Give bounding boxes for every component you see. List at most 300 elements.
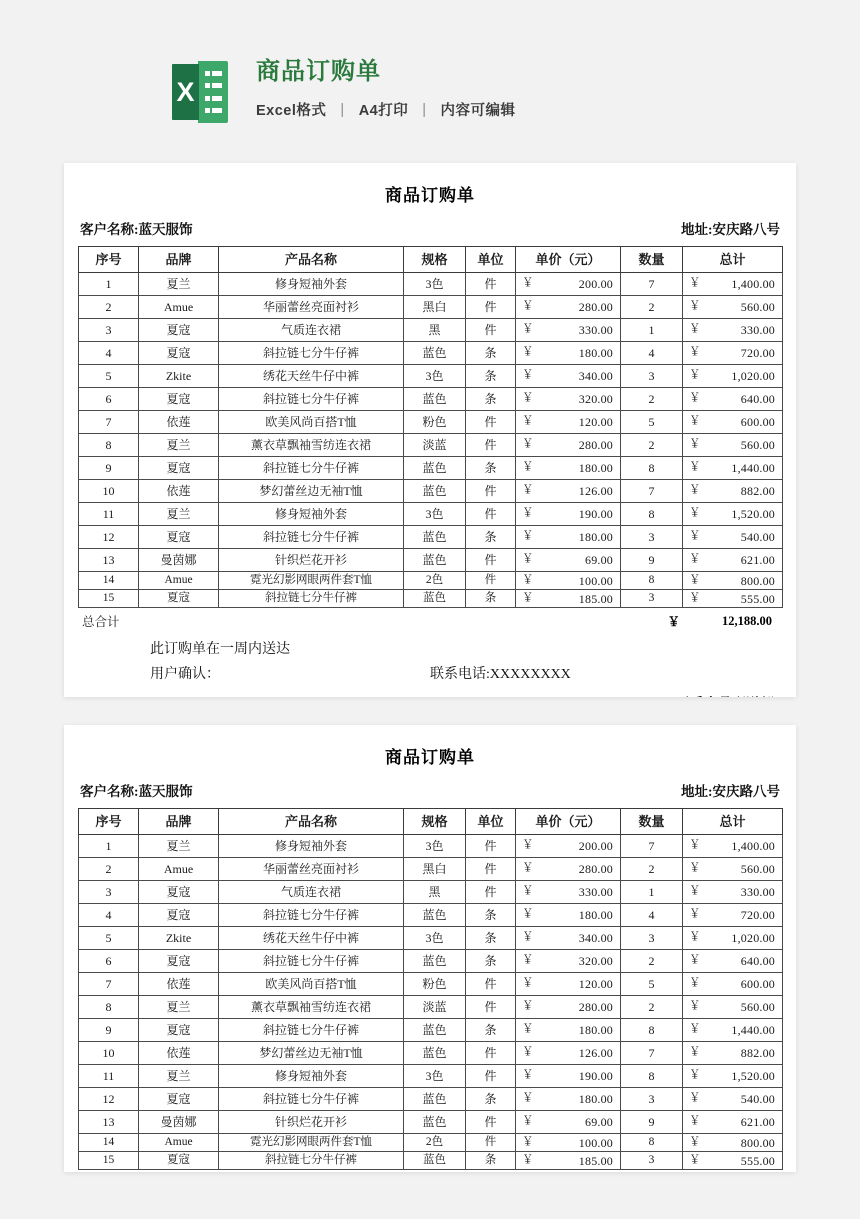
cell-unit: 件 xyxy=(466,273,516,296)
table-row xyxy=(79,296,783,319)
cell-total-amount: 640.00 xyxy=(740,954,775,968)
currency-symbol: ￥ xyxy=(689,392,701,405)
cell-unit-price-amount: 340.00 xyxy=(578,931,613,945)
table-header-row xyxy=(79,247,783,273)
banner-title: 商品订购单 xyxy=(256,58,381,85)
cell-total-amount: 560.00 xyxy=(740,438,775,452)
cell-brand: 夏兰 xyxy=(139,273,219,296)
cell-total-amount: 1,400.00 xyxy=(731,277,775,291)
cell-total-amount: 800.00 xyxy=(740,573,775,588)
cell-total-amount: 600.00 xyxy=(740,415,775,429)
cell-index: 11 xyxy=(79,503,139,526)
currency-symbol: ￥ xyxy=(689,461,701,474)
cell-brand: 夏寇 xyxy=(139,342,219,365)
address-label: 地址:安庆路八号 xyxy=(681,784,780,799)
banner-separator-2: | xyxy=(422,101,427,118)
table-row xyxy=(79,996,783,1019)
cell-brand: 夏寇 xyxy=(139,457,219,480)
cell-total-amount: 600.00 xyxy=(740,977,775,991)
cell-total-amount: 882.00 xyxy=(740,1046,775,1060)
cell-index: 15 xyxy=(79,590,139,608)
table-row xyxy=(79,526,783,549)
cell-spec: 蓝色 xyxy=(404,388,466,411)
grand-total-currency: ￥ xyxy=(667,615,680,629)
cell-brand: Zkite xyxy=(139,927,219,950)
banner-text-block xyxy=(256,57,516,120)
order-table xyxy=(78,808,783,1170)
sheet-body-2 xyxy=(64,725,796,1170)
cell-brand: Amue xyxy=(139,572,219,590)
table-row xyxy=(79,319,783,342)
cell-quantity: 2 xyxy=(621,996,683,1019)
cell-unit: 件 xyxy=(466,572,516,590)
table-row xyxy=(79,1042,783,1065)
col-header-total: 总计 xyxy=(683,809,783,835)
table-row xyxy=(79,904,783,927)
cell-unit-price-amount: 280.00 xyxy=(578,1000,613,1014)
cell-total-amount: 720.00 xyxy=(740,346,775,360)
cell-total-amount: 540.00 xyxy=(740,530,775,544)
cell-index: 12 xyxy=(79,1088,139,1111)
currency-symbol: ￥ xyxy=(522,484,534,497)
cell-brand: 依莲 xyxy=(139,1042,219,1065)
customer-name-label: 客户名称:蓝天服饰 xyxy=(80,784,193,799)
cell-total xyxy=(683,1111,783,1134)
cell-brand: 夏寇 xyxy=(139,590,219,608)
currency-symbol: ￥ xyxy=(689,885,701,898)
cell-unit-price xyxy=(516,319,621,342)
table-row xyxy=(79,273,783,296)
cell-total xyxy=(683,904,783,927)
cell-unit-price-amount: 185.00 xyxy=(578,591,613,606)
cell-total xyxy=(683,388,783,411)
cell-total xyxy=(683,319,783,342)
cell-total-amount: 621.00 xyxy=(740,553,775,567)
sheet-notes xyxy=(78,637,782,687)
currency-symbol: ￥ xyxy=(689,977,701,990)
currency-symbol: ￥ xyxy=(689,300,701,313)
cell-unit: 件 xyxy=(466,858,516,881)
col-header-product: 产品名称 xyxy=(219,809,404,835)
cell-spec: 蓝色 xyxy=(404,1152,466,1170)
cell-spec: 蓝色 xyxy=(404,1111,466,1134)
cell-total xyxy=(683,973,783,996)
cell-index: 3 xyxy=(79,319,139,342)
cell-unit: 条 xyxy=(466,950,516,973)
cell-unit-price xyxy=(516,480,621,503)
cell-unit-price xyxy=(516,1042,621,1065)
currency-symbol: ￥ xyxy=(689,369,701,382)
cell-index: 11 xyxy=(79,1065,139,1088)
currency-symbol: ￥ xyxy=(689,438,701,451)
cell-brand: Amue xyxy=(139,296,219,319)
cell-unit-price-amount: 120.00 xyxy=(578,415,613,429)
cell-unit-price-amount: 69.00 xyxy=(585,553,613,567)
cell-index: 9 xyxy=(79,457,139,480)
cell-total-amount: 1,520.00 xyxy=(731,507,775,521)
cell-unit: 条 xyxy=(466,1152,516,1170)
cell-brand: 夏兰 xyxy=(139,996,219,1019)
cell-unit-price xyxy=(516,973,621,996)
currency-symbol: ￥ xyxy=(522,1153,534,1166)
cell-unit-price xyxy=(516,1152,621,1170)
col-header-spec: 规格 xyxy=(404,247,466,273)
cell-product-name: 斜拉链七分牛仔裤 xyxy=(219,526,404,549)
col-header-total: 总计 xyxy=(683,247,783,273)
cell-spec: 3色 xyxy=(404,365,466,388)
cell-index: 8 xyxy=(79,434,139,457)
cell-product-name: 霓光幻影网眼两件套T恤 xyxy=(219,572,404,590)
cell-spec: 蓝色 xyxy=(404,526,466,549)
cell-index: 8 xyxy=(79,996,139,1019)
cell-brand: Zkite xyxy=(139,365,219,388)
cell-brand: 夏兰 xyxy=(139,835,219,858)
currency-symbol: ￥ xyxy=(522,885,534,898)
cell-unit-price-amount: 320.00 xyxy=(578,954,613,968)
grand-total-row xyxy=(78,611,782,631)
currency-symbol: ￥ xyxy=(522,1092,534,1105)
cell-index: 3 xyxy=(79,881,139,904)
cell-spec: 黑 xyxy=(404,319,466,342)
cell-product-name: 斜拉链七分牛仔裤 xyxy=(219,342,404,365)
cell-total-amount: 555.00 xyxy=(740,591,775,606)
cell-spec: 3色 xyxy=(404,927,466,950)
table-row xyxy=(79,1111,783,1134)
table-row xyxy=(79,342,783,365)
cell-spec: 蓝色 xyxy=(404,590,466,608)
cell-unit-price xyxy=(516,503,621,526)
cell-total xyxy=(683,858,783,881)
table-row xyxy=(79,457,783,480)
cell-product-name: 梦幻蕾丝边无袖T恤 xyxy=(219,480,404,503)
cell-total-amount: 720.00 xyxy=(740,908,775,922)
currency-symbol: ￥ xyxy=(689,553,701,566)
cell-unit-price xyxy=(516,342,621,365)
currency-symbol: ￥ xyxy=(689,1046,701,1059)
cell-unit-price-amount: 200.00 xyxy=(578,277,613,291)
cell-unit: 件 xyxy=(466,1111,516,1134)
excel-logo-grid xyxy=(205,71,222,113)
cell-product-name: 修身短袖外套 xyxy=(219,273,404,296)
col-header-price: 单价（元） xyxy=(516,809,621,835)
cell-spec: 粉色 xyxy=(404,973,466,996)
cell-index: 10 xyxy=(79,1042,139,1065)
cell-total xyxy=(683,572,783,590)
table-row xyxy=(79,950,783,973)
currency-symbol: ￥ xyxy=(689,530,701,543)
cell-quantity: 4 xyxy=(621,904,683,927)
cell-brand: 夏寇 xyxy=(139,950,219,973)
table-row xyxy=(79,480,783,503)
cell-unit-price-amount: 180.00 xyxy=(578,530,613,544)
cell-total xyxy=(683,1065,783,1088)
cell-total-amount: 540.00 xyxy=(740,1092,775,1106)
cell-unit-price-amount: 200.00 xyxy=(578,839,613,853)
cell-total xyxy=(683,1019,783,1042)
cell-product-name: 斜拉链七分牛仔裤 xyxy=(219,1019,404,1042)
currency-symbol: ￥ xyxy=(522,1000,534,1013)
currency-symbol: ￥ xyxy=(522,908,534,921)
cell-quantity: 8 xyxy=(621,572,683,590)
order-table-body xyxy=(79,835,783,1170)
table-row xyxy=(79,927,783,950)
cell-unit-price xyxy=(516,273,621,296)
cell-quantity: 3 xyxy=(621,590,683,608)
cell-brand: 夏兰 xyxy=(139,503,219,526)
table-row xyxy=(79,1019,783,1042)
cell-spec: 蓝色 xyxy=(404,549,466,572)
cell-index: 7 xyxy=(79,411,139,434)
cell-product-name: 气质连衣裙 xyxy=(219,319,404,342)
cell-index: 12 xyxy=(79,526,139,549)
currency-symbol: ￥ xyxy=(689,1000,701,1013)
cell-unit-price xyxy=(516,572,621,590)
cell-total xyxy=(683,296,783,319)
table-row xyxy=(79,590,783,608)
cell-spec: 蓝色 xyxy=(404,457,466,480)
cell-unit-price-amount: 280.00 xyxy=(578,300,613,314)
cell-unit: 条 xyxy=(466,457,516,480)
currency-symbol: ￥ xyxy=(522,277,534,290)
cell-unit: 条 xyxy=(466,365,516,388)
excel-logo-letter: X xyxy=(176,76,195,107)
table-row xyxy=(79,388,783,411)
table-row xyxy=(79,1134,783,1152)
page-title: 商品订购单 xyxy=(385,748,475,767)
cell-unit: 件 xyxy=(466,434,516,457)
cell-quantity: 8 xyxy=(621,457,683,480)
cell-product-name: 斜拉链七分牛仔裤 xyxy=(219,1152,404,1170)
col-header-index: 序号 xyxy=(79,247,139,273)
table-row xyxy=(79,881,783,904)
cell-brand: 依莲 xyxy=(139,480,219,503)
currency-symbol: ￥ xyxy=(689,862,701,875)
cell-brand: 夏兰 xyxy=(139,1065,219,1088)
order-table-body xyxy=(79,273,783,608)
cell-unit-price xyxy=(516,434,621,457)
grand-total-label: 总合计 xyxy=(82,615,120,629)
currency-symbol: ￥ xyxy=(522,346,534,359)
cell-index: 4 xyxy=(79,904,139,927)
cell-brand: 夏寇 xyxy=(139,388,219,411)
table-row xyxy=(79,549,783,572)
currency-symbol: ￥ xyxy=(689,591,701,604)
cell-unit: 条 xyxy=(466,927,516,950)
page-title: 商品订购单 xyxy=(385,186,475,205)
cell-spec: 蓝色 xyxy=(404,342,466,365)
cell-quantity: 2 xyxy=(621,434,683,457)
cell-total xyxy=(683,434,783,457)
currency-symbol: ￥ xyxy=(689,323,701,336)
cell-total xyxy=(683,342,783,365)
cell-unit-price xyxy=(516,457,621,480)
cell-total-amount: 560.00 xyxy=(740,862,775,876)
cell-unit-price-amount: 180.00 xyxy=(578,1023,613,1037)
cell-unit-price-amount: 340.00 xyxy=(578,369,613,383)
table-row xyxy=(79,572,783,590)
currency-symbol: ￥ xyxy=(522,507,534,520)
cell-brand: 依莲 xyxy=(139,973,219,996)
cell-index: 5 xyxy=(79,927,139,950)
cell-spec: 黑白 xyxy=(404,858,466,881)
currency-symbol: ￥ xyxy=(689,839,701,852)
cell-total-amount: 330.00 xyxy=(740,885,775,899)
cell-unit-price xyxy=(516,904,621,927)
cell-quantity: 2 xyxy=(621,296,683,319)
cell-total xyxy=(683,881,783,904)
currency-symbol: ￥ xyxy=(689,1153,701,1166)
col-header-brand: 品牌 xyxy=(139,809,219,835)
cell-total xyxy=(683,996,783,1019)
currency-symbol: ￥ xyxy=(522,1046,534,1059)
cell-product-name: 斜拉链七分牛仔裤 xyxy=(219,904,404,927)
cell-product-name: 斜拉链七分牛仔裤 xyxy=(219,1088,404,1111)
cell-index: 1 xyxy=(79,835,139,858)
currency-symbol: ￥ xyxy=(689,1069,701,1082)
order-sheet-preview-page-2[interactable] xyxy=(64,725,796,1172)
cell-index: 6 xyxy=(79,950,139,973)
order-sheet-preview-page-1[interactable] xyxy=(64,163,796,697)
cell-unit-price-amount: 69.00 xyxy=(585,1115,613,1129)
cell-spec: 粉色 xyxy=(404,411,466,434)
cell-quantity: 7 xyxy=(621,480,683,503)
currency-symbol: ￥ xyxy=(689,484,701,497)
cell-product-name: 针织烂花开衫 xyxy=(219,549,404,572)
cell-quantity: 1 xyxy=(621,881,683,904)
cell-unit-price-amount: 330.00 xyxy=(578,885,613,899)
cell-spec: 蓝色 xyxy=(404,1019,466,1042)
cell-unit: 件 xyxy=(466,1042,516,1065)
table-row xyxy=(79,434,783,457)
sheet-body-1 xyxy=(64,163,796,697)
cell-spec: 蓝色 xyxy=(404,950,466,973)
currency-symbol: ￥ xyxy=(689,1115,701,1128)
cell-spec: 蓝色 xyxy=(404,1042,466,1065)
col-header-index: 序号 xyxy=(79,809,139,835)
cell-total-amount: 560.00 xyxy=(740,1000,775,1014)
col-header-quantity: 数量 xyxy=(621,247,683,273)
cell-unit-price-amount: 126.00 xyxy=(578,1046,613,1060)
cell-total-amount: 555.00 xyxy=(740,1153,775,1168)
cell-product-name: 薰衣草飘袖雪纺连衣裙 xyxy=(219,996,404,1019)
cell-unit: 件 xyxy=(466,1134,516,1152)
cell-total-amount: 1,440.00 xyxy=(731,461,775,475)
cell-quantity: 2 xyxy=(621,858,683,881)
cell-product-name: 斜拉链七分牛仔裤 xyxy=(219,457,404,480)
cell-unit-price xyxy=(516,365,621,388)
cell-product-name: 绣花天丝牛仔中裤 xyxy=(219,365,404,388)
cell-unit-price-amount: 120.00 xyxy=(578,977,613,991)
cell-unit-price xyxy=(516,996,621,1019)
cell-unit-price xyxy=(516,927,621,950)
currency-symbol: ￥ xyxy=(522,862,534,875)
currency-symbol: ￥ xyxy=(689,1092,701,1105)
cell-unit-price-amount: 180.00 xyxy=(578,908,613,922)
cell-total xyxy=(683,411,783,434)
cell-total xyxy=(683,457,783,480)
customer-name-label: 客户名称:蓝天服饰 xyxy=(80,222,193,237)
cell-product-name: 华丽蕾丝亮面衬衫 xyxy=(219,296,404,319)
cell-spec: 3色 xyxy=(404,273,466,296)
cell-unit-price xyxy=(516,1134,621,1152)
cell-unit-price xyxy=(516,590,621,608)
cell-total xyxy=(683,590,783,608)
cell-total xyxy=(683,549,783,572)
cell-total xyxy=(683,1152,783,1170)
cell-total-amount: 1,520.00 xyxy=(731,1069,775,1083)
table-row xyxy=(79,858,783,881)
currency-symbol: ￥ xyxy=(522,553,534,566)
note-confirm: 用户确认： xyxy=(150,667,220,682)
cell-total-amount: 640.00 xyxy=(740,392,775,406)
cell-total-amount: 1,440.00 xyxy=(731,1023,775,1037)
cell-unit: 条 xyxy=(466,526,516,549)
cell-brand: 曼茵娜 xyxy=(139,1111,219,1134)
cell-brand: Amue xyxy=(139,1134,219,1152)
cell-brand: 曼茵娜 xyxy=(139,549,219,572)
cell-unit-price xyxy=(516,881,621,904)
cell-quantity: 3 xyxy=(621,1088,683,1111)
cell-total xyxy=(683,1088,783,1111)
cell-unit: 件 xyxy=(466,480,516,503)
cell-unit: 条 xyxy=(466,342,516,365)
cell-unit: 条 xyxy=(466,904,516,927)
cell-unit: 件 xyxy=(466,549,516,572)
cell-unit: 件 xyxy=(466,973,516,996)
cell-spec: 2色 xyxy=(404,572,466,590)
currency-symbol: ￥ xyxy=(522,1069,534,1082)
currency-symbol: ￥ xyxy=(522,977,534,990)
order-table-header xyxy=(79,247,783,273)
cell-quantity: 3 xyxy=(621,927,683,950)
cell-product-name: 梦幻蕾丝边无袖T恤 xyxy=(219,1042,404,1065)
cell-index: 13 xyxy=(79,1111,139,1134)
cell-unit-price xyxy=(516,1019,621,1042)
address-label: 地址:安庆路八号 xyxy=(681,222,780,237)
cell-total-amount: 1,020.00 xyxy=(731,369,775,383)
cell-total-amount: 882.00 xyxy=(740,484,775,498)
banner-separator-1: | xyxy=(340,101,345,118)
cell-spec: 3色 xyxy=(404,835,466,858)
currency-symbol: ￥ xyxy=(522,323,534,336)
cell-spec: 蓝色 xyxy=(404,904,466,927)
cell-quantity: 7 xyxy=(621,1042,683,1065)
currency-symbol: ￥ xyxy=(522,573,534,586)
cell-quantity: 3 xyxy=(621,526,683,549)
cell-spec: 黑 xyxy=(404,881,466,904)
excel-logo-icon xyxy=(172,61,228,123)
currency-symbol: ￥ xyxy=(522,530,534,543)
cell-index: 7 xyxy=(79,973,139,996)
banner-content xyxy=(172,57,516,123)
cell-total xyxy=(683,835,783,858)
cell-unit-price-amount: 180.00 xyxy=(578,461,613,475)
cell-unit-price xyxy=(516,526,621,549)
currency-symbol: ￥ xyxy=(522,839,534,852)
cell-unit-price xyxy=(516,1111,621,1134)
currency-symbol: ￥ xyxy=(522,591,534,604)
order-table xyxy=(78,246,783,608)
table-row xyxy=(79,411,783,434)
cell-unit-price-amount: 330.00 xyxy=(578,323,613,337)
cell-total-amount: 621.00 xyxy=(740,1115,775,1129)
cell-quantity: 4 xyxy=(621,342,683,365)
cell-brand: 夏寇 xyxy=(139,1152,219,1170)
cell-unit-price-amount: 100.00 xyxy=(578,1135,613,1150)
cell-unit: 件 xyxy=(466,996,516,1019)
cell-unit-price xyxy=(516,296,621,319)
cell-quantity: 2 xyxy=(621,950,683,973)
